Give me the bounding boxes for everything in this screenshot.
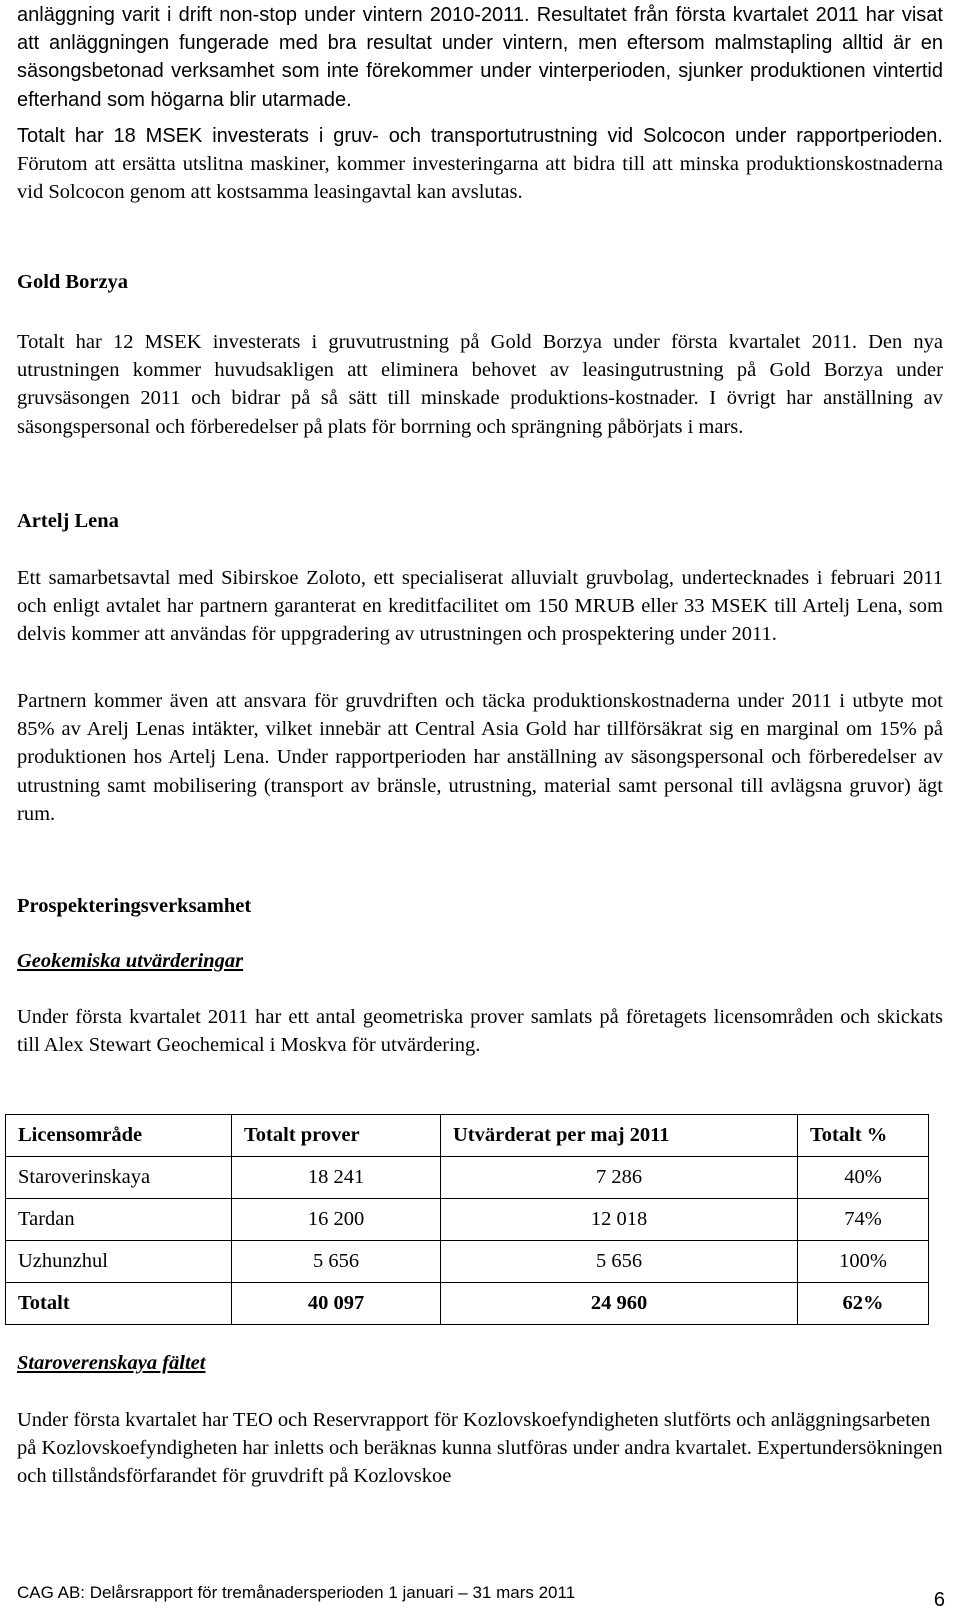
paragraph-solcocon-investment-a: Totalt har 18 MSEK investerats i gruv- och transportutrustning vid Solcocon under rapportperioden. [17,125,943,147]
heading-gold-borzya: Gold Borzya [17,271,129,293]
cell-percent: 100% [798,1241,929,1283]
page-number: 6 [933,1589,945,1611]
cell-total: 16 200 [232,1199,441,1241]
heading-staroverenskaya: Staroverenskaya fältet [17,1352,206,1374]
paragraph-solcocon-investment-b: Förutom att ersätta utslitna maskiner, kommer investeringarna att bidra till att minska produktionskostnaderna vid Solcocon genom att kostsamma leasingavtal kan avslutas. [17,153,943,204]
paragraph-artelj-agreement: Ett samarbetsavtal med Sibirskoe Zoloto, ett specialiserat alluvialt gruvbolag, undertecknades i februari 2011 och enligt avtalet har partnern garanterat en kreditfacilitet om 150 MRUB eller 33 MSEK till Artelj Lena, som delvis kommer att användas för uppgradering av utrustningen och prospektering under 2011. [17,567,943,646]
cell-total: 5 656 [232,1241,441,1283]
paragraph-solcocon-winter: anläggning varit i drift non-stop under vintern 2010-2011. Resultatet från första kvartalet 2011 har visat att anläggningen fungerade med bra resultat under vintern, men eftersom malmstapling alltid är en säsongsbetonad verksamhet som inte förekommer under vinterperioden, sjunker produktionen vintertid efterhand som högarna blir utarmade. [17,4,943,111]
cell-percent: 40% [798,1157,929,1199]
table-header-row [6,1115,929,1157]
footer-text: CAG AB: Delårsrapport för tremånadersperioden 1 januari – 31 mars 2011 [17,1583,576,1602]
header-license-area: Licensområde [6,1115,232,1157]
header-total-samples: Totalt prover [232,1115,441,1157]
cell-evaluated: 5 656 [441,1241,798,1283]
cell-area: Tardan [6,1199,232,1241]
cell-total-percent: 62% [798,1283,929,1325]
header-evaluated: Utvärderat per maj 2011 [441,1115,798,1157]
cell-area: Uzhunzhul [6,1241,232,1283]
paragraph-solcocon-investment [17,122,943,207]
cell-evaluated: 7 286 [441,1157,798,1199]
paragraph-geochemical: Under första kvartalet 2011 har ett antal geometriska prover samlats på företagets licensområden och skickats till Alex Stewart Geochemical i Moskva för utvärdering. [17,1006,943,1057]
heading-prospecting: Prospekteringsverksamhet [17,895,252,917]
cell-total-label: Totalt [6,1283,232,1325]
cell-evaluated: 12 018 [441,1199,798,1241]
header-total-percent: Totalt % [798,1115,929,1157]
heading-geochemical: Geokemiska utvärderingar [17,950,244,972]
cell-total: 18 241 [232,1157,441,1199]
table-row [6,1157,929,1199]
cell-total-evaluated: 24 960 [441,1283,798,1325]
cell-area: Staroverinskaya [6,1157,232,1199]
paragraph-staroverenskaya: Under första kvartalet har TEO och Reservrapport för Kozlovskoefyndigheten slutförts och anläggningsarbeten på Kozlovskoefyndigheten har inletts och beräknas kunna slutföras under andra kvartalet. Expertundersökningen och tillståndsförfarandet för gruvdrift på Kozlovskoe [17,1409,943,1488]
cell-percent: 74% [798,1199,929,1241]
table-total-row [6,1283,929,1325]
license-table [5,1114,929,1325]
page-footer [17,1583,945,1611]
paragraph-gold-borzya: Totalt har 12 MSEK investerats i gruvutrustning på Gold Borzya under första kvartalet 2011. Den nya utrustningen kommer huvudsakligen att eliminera behovet av leasingutrustning på Gold Borzya under gruvsäsongen 2011 och bidrar på så sätt till minskade produktions-kostnader. I övrigt har anställning av säsongspersonal och förberedelser på plats för borrning och sprängning påbörjats i mars. [17,331,943,438]
table-row [6,1199,929,1241]
cell-total-samples: 40 097 [232,1283,441,1325]
table-row [6,1241,929,1283]
heading-artelj-lena: Artelj Lena [17,510,119,532]
paragraph-artelj-partner: Partnern kommer även att ansvara för gruvdriften och täcka produktionskostnaderna under 2011 i utbyte mot 85% av Arelj Lenas intäkter, vilket innebär att Central Asia Gold har tillförsäkrat sig en marginal om 15% på produktionen hos Artelj Lena. Under rapportperioden har anställning av säsongspersonal och förberedelser av utrustning samt mobilisering (transport av bränsle, utrustning, material samt personal till avlägsna gruvor) ägt rum. [17,690,943,825]
